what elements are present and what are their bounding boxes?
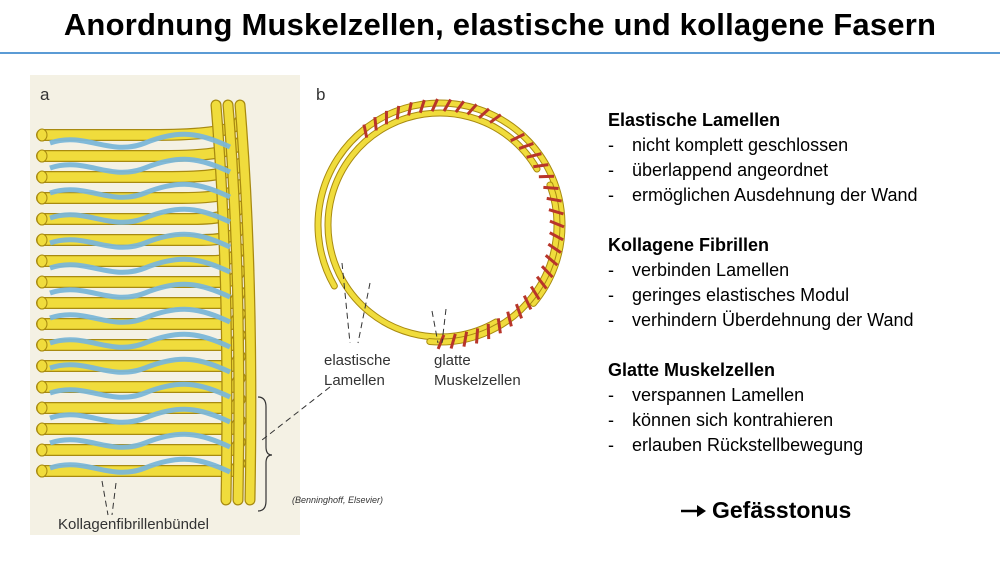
lamella-end <box>37 318 47 330</box>
section-smooth-muscle <box>608 358 988 458</box>
ring-lamella <box>318 103 562 303</box>
label-collagen-bundle: Kollagenfibrillenbündel <box>58 516 209 533</box>
label-elastic-lamellen-line1: elastische <box>324 352 391 369</box>
ring-lamella <box>430 185 557 342</box>
lamella-end <box>37 360 47 372</box>
list-item: - können sich kontrahieren <box>608 410 834 430</box>
lamella-end <box>37 171 47 183</box>
section-heading: Glatte Muskelzellen <box>608 360 776 380</box>
lamella-end <box>37 129 47 141</box>
ring-lamella-fill <box>328 113 537 337</box>
smooth-muscle-cell <box>375 117 376 130</box>
label-smooth-muscle-line2: Muskelzellen <box>434 372 521 389</box>
figure-label-a: a <box>40 85 50 104</box>
figure-b-illustration <box>318 99 564 349</box>
lamella-end <box>37 297 47 309</box>
title-divider <box>0 52 1000 54</box>
smooth-muscle-cell <box>498 318 500 333</box>
list-item: - verbinden Lamellen <box>608 260 790 280</box>
lamella-end <box>37 213 47 225</box>
explanation-list <box>608 108 988 483</box>
lamella-end <box>37 276 47 288</box>
lamella-end <box>37 444 47 456</box>
lamella-end <box>37 234 47 246</box>
lamella-end <box>37 465 47 477</box>
lamella-end <box>37 423 47 435</box>
lamella-end <box>37 402 47 414</box>
figure-credit: (Benninghoff, Elsevier) <box>292 495 384 505</box>
right-arrow-icon <box>680 504 706 518</box>
section-heading: Elastische Lamellen <box>608 110 781 130</box>
slide-title: Anordnung Muskelzellen, elastische und kollagene Fasern <box>63 7 937 42</box>
list-item: - geringes elastisches Modul <box>608 285 850 305</box>
smooth-muscle-cell <box>397 106 398 119</box>
lamella-end <box>37 192 47 204</box>
label-smooth-muscle-line1: glatte <box>434 352 471 369</box>
list-item: - nicht komplett geschlossen <box>608 135 849 155</box>
lamella-end <box>37 255 47 267</box>
result-text: Gefässtonus <box>712 497 852 523</box>
list-item: - überlappend angeordnet <box>608 160 829 180</box>
smooth-muscle-cell <box>543 187 558 188</box>
list-item: - ermöglichen Ausdehnung der Wand <box>608 185 918 205</box>
figure-label-b: b <box>316 85 326 104</box>
lamella-end <box>37 339 47 351</box>
list-item: - verspannen Lamellen <box>608 385 805 405</box>
smooth-muscle-cell <box>477 328 478 343</box>
lamella-end <box>37 150 47 162</box>
list-item: - erlauben Rückstellbewegung <box>608 435 864 455</box>
figure-illustration <box>30 75 590 545</box>
section-collagen-fibrils <box>608 233 988 333</box>
label-elastic-lamellen-line2: Lamellen <box>324 372 385 389</box>
ring-lamella-fill <box>430 185 557 342</box>
smooth-muscle-cell <box>533 165 548 167</box>
list-item: - verhindern Überdehnung der Wand <box>608 310 914 330</box>
section-elastic-lamellen <box>608 108 988 208</box>
section-heading: Kollagene Fibrillen <box>608 235 770 255</box>
vessel-wall-figure <box>30 75 590 545</box>
lamella-end <box>37 381 47 393</box>
result-line <box>680 497 851 524</box>
